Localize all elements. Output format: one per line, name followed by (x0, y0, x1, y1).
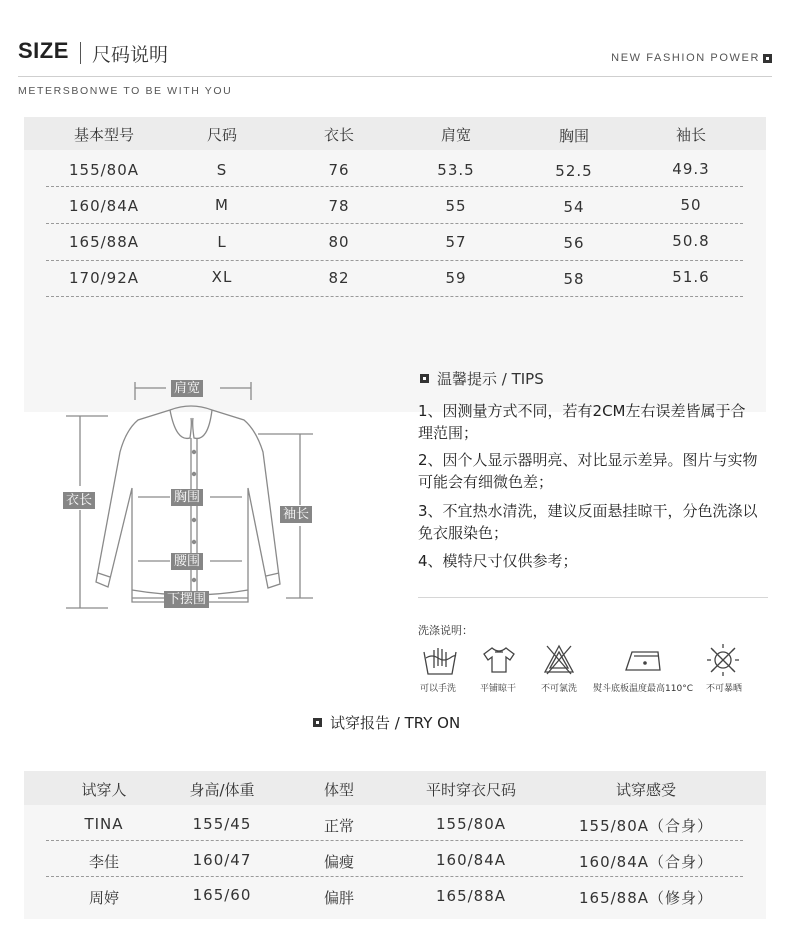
iron-label: 熨斗底板温度最高110°C (593, 684, 693, 694)
table-cell: 偏瘦 (323, 853, 355, 871)
table-cell: 偏胖 (323, 889, 355, 907)
table-cell: 李佳 (88, 853, 120, 871)
table-cell: XL (211, 268, 233, 286)
wash-title: 洗涤说明： (418, 624, 473, 637)
header-divider (18, 76, 772, 77)
shoulder-label: 肩宽 (171, 380, 203, 397)
table-cell: 49.3 (672, 160, 710, 178)
col-sleeve: 袖长 (675, 126, 707, 144)
table-cell: 59 (445, 269, 467, 287)
table-cell: 周婷 (88, 889, 120, 907)
col-base-model: 基本型号 (73, 126, 135, 144)
no-sun-icon (704, 642, 742, 678)
table-cell: 55 (445, 197, 467, 215)
hand-wash-label: 可以手洗 (419, 684, 457, 694)
row-divider (46, 840, 743, 841)
col-height-weight: 身高/体重 (189, 781, 255, 799)
table-cell: 160/47 (192, 851, 252, 869)
no-sun-label: 不可暴晒 (705, 684, 743, 694)
no-bleach-icon (542, 642, 576, 678)
row-divider (46, 186, 743, 187)
table-cell: 165/88A (68, 233, 140, 251)
waist-label: 腰围 (171, 553, 203, 570)
table-cell: 76 (328, 161, 350, 179)
table-cell: 165/88A (435, 887, 507, 905)
size-heading: SIZE (18, 38, 69, 63)
square-bullet-icon (763, 54, 772, 63)
table-cell: 165/88A（修身） (578, 889, 714, 907)
size-guide-title: 尺码说明 (92, 44, 169, 66)
col-length: 衣长 (323, 126, 355, 144)
heading-separator (80, 42, 81, 64)
try-on-title (313, 712, 460, 733)
row-divider (46, 876, 743, 877)
col-chest: 胸围 (558, 127, 590, 145)
row-divider (46, 260, 743, 261)
square-bullet-icon (313, 718, 322, 727)
table-cell: 57 (445, 233, 467, 251)
size-table-header-bar (24, 117, 766, 150)
flat-dry-icon (482, 642, 516, 678)
col-tester: 试穿人 (81, 781, 127, 799)
sleeve-label: 袖长 (280, 506, 312, 523)
hem-label: 下摆围 (164, 591, 209, 608)
table-cell: 78 (328, 197, 350, 215)
col-size: 尺码 (206, 126, 238, 144)
table-cell: 51.6 (672, 268, 710, 286)
table-cell: M (215, 196, 229, 214)
length-label: 衣长 (63, 492, 95, 509)
table-cell: 52.5 (555, 162, 593, 180)
table-cell: 165/60 (192, 886, 252, 904)
table-cell: 58 (563, 270, 585, 288)
table-cell: 160/84A (435, 851, 507, 869)
table-cell: S (216, 161, 228, 179)
brand-slogan-text: NEW FASHION POWER (611, 52, 760, 64)
hand-wash-icon (420, 642, 460, 678)
col-body-type: 体型 (323, 781, 355, 799)
row-divider (46, 296, 743, 297)
table-cell: 160/84A (68, 197, 140, 215)
tips-title (420, 368, 544, 389)
brand-slogan (611, 52, 772, 64)
table-cell: 155/80A (68, 161, 140, 179)
tip-item: 4、模特尺寸仅供参考； (418, 552, 578, 570)
table-cell: 80 (328, 233, 350, 251)
chest-label: 胸围 (171, 489, 203, 506)
no-bleach-label: 不可氯洗 (540, 684, 578, 694)
tips-title-text: 温馨提示 / TIPS (437, 370, 544, 388)
shirt-measurement-diagram (58, 370, 328, 615)
col-fit-feedback: 试穿感受 (615, 781, 677, 799)
iron-icon (622, 642, 664, 678)
tip-item: 3、不宜热水清洗，建议反面悬挂晾干，分色洗涤以免衣服染色； (418, 502, 758, 542)
table-cell: 155/45 (192, 815, 252, 833)
brand-subtitle: METERSBONWE TO BE WITH YOU (18, 85, 233, 97)
tip-item: 2、因个人显示器明亮、对比显示差异。图片与实物可能会有细微色差； (418, 451, 758, 491)
table-cell: 155/80A（合身） (578, 817, 714, 835)
tip-item: 1、因测量方式不同，若有2CM左右误差皆属于合理范围； (418, 402, 746, 442)
flat-dry-label: 平铺晾干 (479, 684, 517, 694)
square-bullet-icon (420, 374, 429, 383)
col-usual-size: 平时穿衣尺码 (425, 781, 517, 799)
col-shoulder: 肩宽 (440, 126, 472, 144)
table-cell: 82 (328, 269, 350, 287)
row-divider (46, 223, 743, 224)
table-cell: TINA (84, 815, 124, 833)
table-cell: 56 (563, 234, 585, 252)
table-cell: 50 (680, 196, 702, 214)
table-cell: 53.5 (437, 161, 475, 179)
table-cell: 50.8 (672, 232, 710, 250)
table-cell: L (217, 233, 227, 251)
table-cell: 155/80A (435, 815, 507, 833)
wash-divider (418, 597, 768, 598)
table-cell: 170/92A (68, 269, 140, 287)
try-on-title-text: 试穿报告 / TRY ON (330, 714, 461, 732)
table-cell: 54 (563, 198, 585, 216)
table-cell: 160/84A（合身） (578, 853, 714, 871)
table-cell: 正常 (323, 817, 355, 835)
